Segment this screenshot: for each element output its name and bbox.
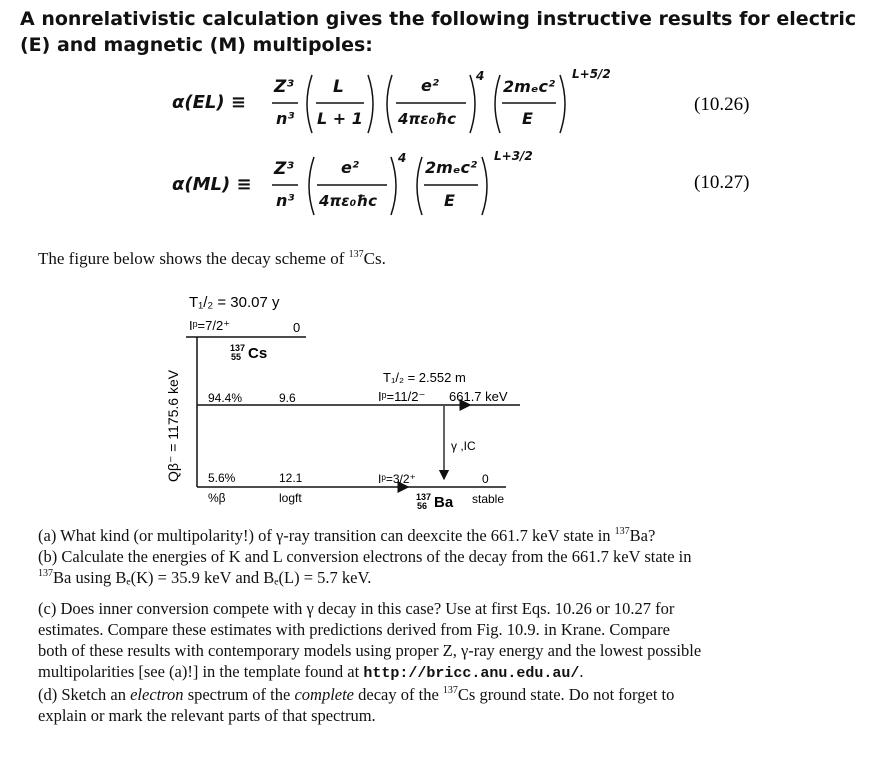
ba-mass: 137 xyxy=(416,492,432,502)
ba-ground-spin: Iᵖ=3/2⁺ xyxy=(378,472,416,486)
eq2-mec2: 2mₑc² xyxy=(425,158,477,177)
eq2-e2: e² xyxy=(341,158,359,177)
eq2-z3: Z³ xyxy=(274,159,294,179)
branch2-logft: 12.1 xyxy=(279,471,303,485)
ba-z: 56 xyxy=(417,501,428,511)
cs-halflife: T₁/₂ = 30.07 y xyxy=(189,294,280,311)
cs-symbol: Cs xyxy=(248,345,268,362)
figure-caption: The figure below shows the decay scheme of $^{137}$Cs. xyxy=(38,249,386,268)
eq1-z3: Z³ xyxy=(274,77,294,97)
intro-line-2: (E) and magnetic (M) multipoles: xyxy=(20,34,373,56)
branch1-logft: 9.6 xyxy=(279,391,296,405)
eq1-n3: n³ xyxy=(276,109,295,128)
eq1-lhs: α(EL) ≡ xyxy=(172,92,246,113)
eq2-number: (10.27) xyxy=(694,172,750,193)
questions-block xyxy=(38,525,858,726)
ba-ground-energy: 0 xyxy=(482,472,489,486)
eq2-E: E xyxy=(444,191,455,210)
eq2-n3: n³ xyxy=(276,191,295,210)
question-c-line4: multipolarities [see (a)!] in the template found at http://bricc.anu.edu.au/. xyxy=(38,662,584,682)
question-c-line2: estimates. Compare these estimates with predictions derived from Fig. 10.9. in Krane. Compare xyxy=(38,620,670,639)
question-b-line1: (b) Calculate the energies of K and L conversion electrons of the decay from the 661.7 keV state in xyxy=(38,547,692,566)
eq1-E: E xyxy=(522,109,533,128)
cs-energy: 0 xyxy=(293,320,301,335)
q-value: Qβ⁻ = 1175.6 keV xyxy=(165,369,181,482)
cs-mass: 137 xyxy=(230,343,246,353)
eq1-L-plus-1: L + 1 xyxy=(317,109,363,128)
eq2-exp: L+3/2 xyxy=(494,149,533,163)
branch2-pct: 5.6% xyxy=(208,471,236,485)
eq1-e2: e² xyxy=(421,76,439,95)
ba-halflife: T₁/₂ = 2.552 m xyxy=(383,370,466,385)
gamma-label: γ ,IC xyxy=(451,439,476,453)
eq1-L: L xyxy=(333,77,344,97)
ba-stable: stable xyxy=(472,492,505,506)
question-d-line1: (d) Sketch an electron spectrum of the complete decay of the $^{137}$Cs ground state. Do not forget to xyxy=(38,685,675,704)
eq1-number: (10.26) xyxy=(694,94,750,115)
ba-excited-spin: Iᵖ=11/2⁻ xyxy=(378,389,426,404)
eq2-lhs: α(ML) ≡ xyxy=(172,174,252,195)
cs-spin: Iᵖ=7/2⁺ xyxy=(189,318,231,333)
eq1-exp: L+5/2 xyxy=(572,67,611,81)
branch1-pct: 94.4% xyxy=(208,391,243,405)
eq1-pow4: 4 xyxy=(476,69,485,83)
eq1-4pi: 4πε₀ħc xyxy=(398,110,456,128)
col-logft: logft xyxy=(279,491,302,505)
question-a: (a) What kind (or multipolarity!) of γ-ray transition can deexcite the 661.7 keV state in $^{137}$Ba? xyxy=(38,526,656,545)
ba-symbol: Ba xyxy=(434,494,454,511)
bricc-url-link[interactable]: http://bricc.anu.edu.au/ xyxy=(363,665,580,682)
eq1-mec2: 2mₑc² xyxy=(503,77,555,96)
col-pct: %β xyxy=(208,491,226,505)
eq2-pow4: 4 xyxy=(398,151,407,165)
intro-line-1: A nonrelativistic calculation gives the following instructive results for electric xyxy=(20,8,857,30)
cs-z: 55 xyxy=(231,352,242,362)
question-b-line2: $^{137}$Ba using Bₑ(K) = 35.9 keV and Bₑ(L) = 5.7 keV. xyxy=(38,568,372,587)
question-d-line2: explain or mark the relevant parts of that spectrum. xyxy=(38,706,376,725)
eq2-4pi: 4πε₀ħc xyxy=(319,192,377,210)
question-c-line1: (c) Does inner conversion compete with γ decay in this case? Use at first Eqs. 10.26 or 10.27 for xyxy=(38,599,675,618)
ba-excited-energy: 661.7 keV xyxy=(449,389,508,404)
question-c-line3: both of these results with contemporary models using proper Z, γ-ray energy and the lowest possible xyxy=(38,641,702,660)
